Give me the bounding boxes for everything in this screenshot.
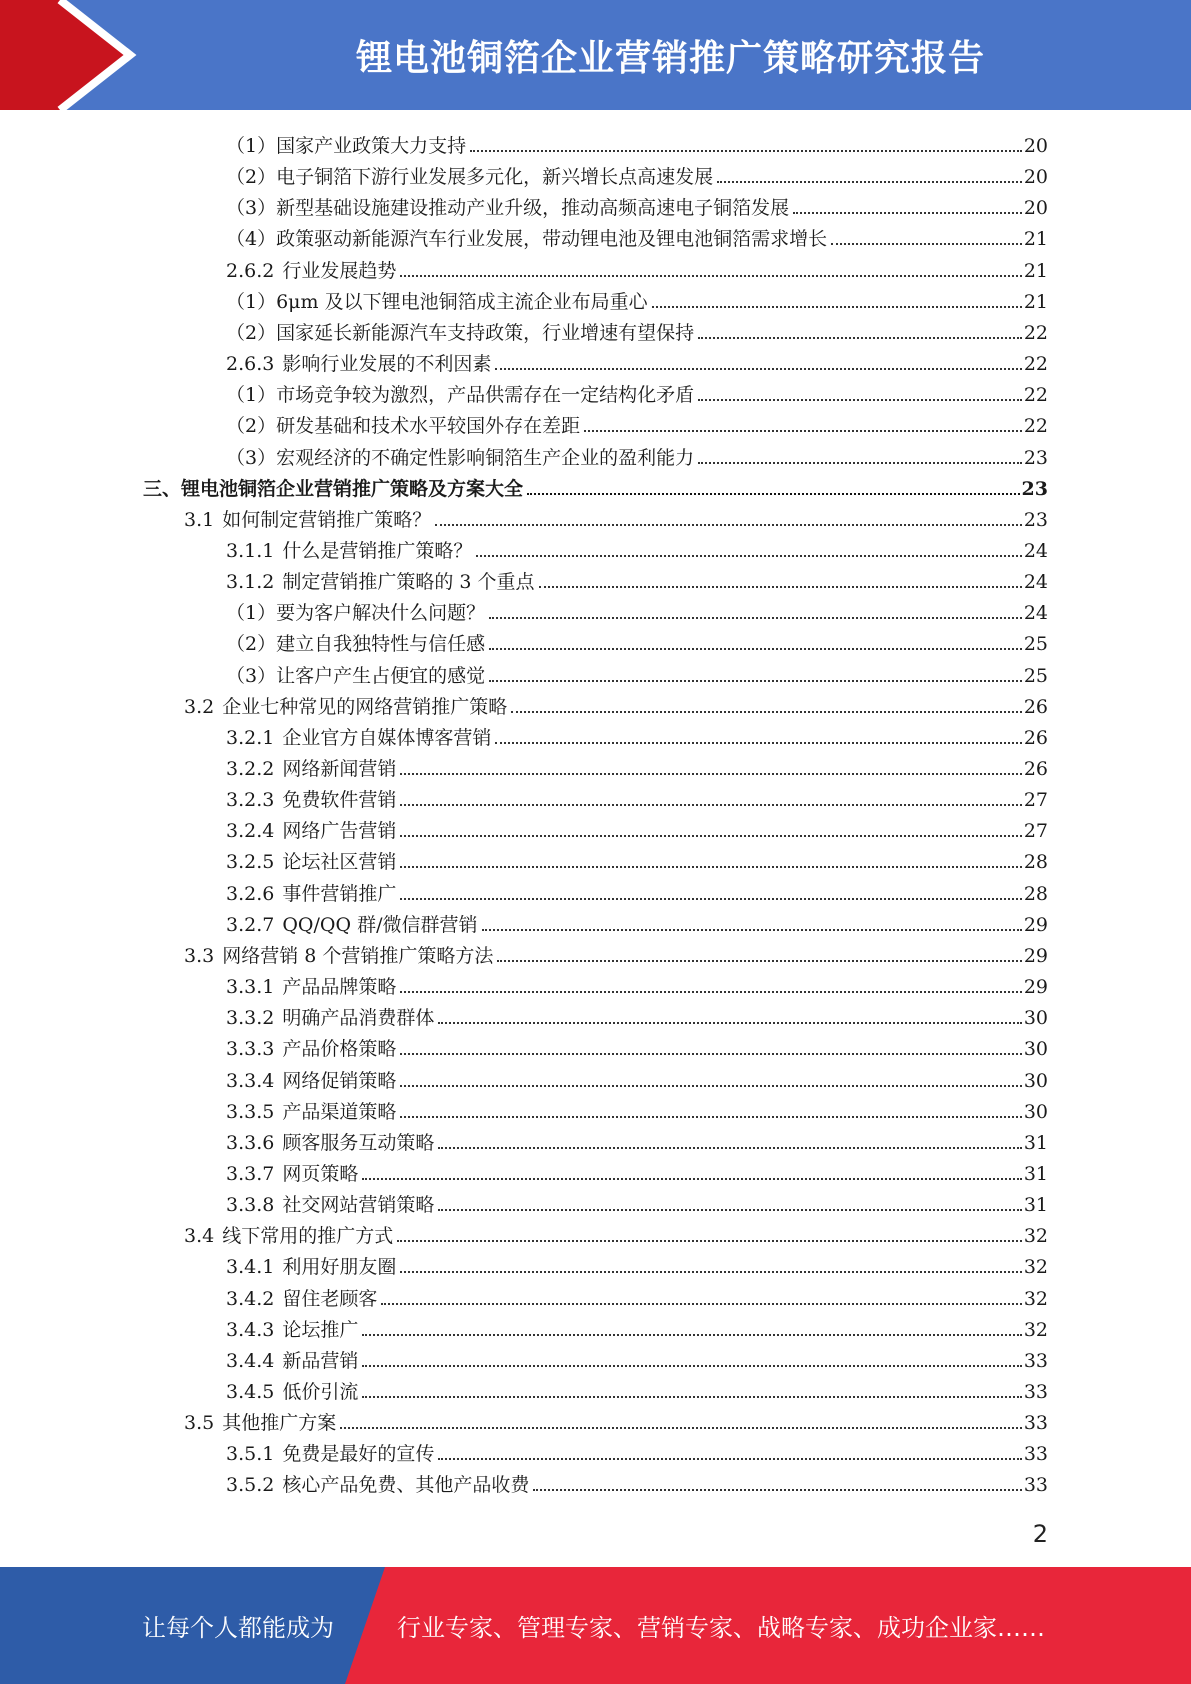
- toc-entry-page: 30: [1023, 1069, 1048, 1092]
- toc-entry[interactable]: [226, 252, 1048, 283]
- toc-entry[interactable]: [226, 1248, 1048, 1279]
- toc-entry-number: 3.4.4: [226, 1349, 275, 1372]
- toc-entry-number: 3.2: [184, 695, 215, 718]
- toc-entry-number: 3.3.1: [226, 976, 275, 999]
- toc-dot-leader: [400, 835, 1021, 837]
- toc-entry-page: 29: [1023, 913, 1048, 936]
- toc-entry-page: 22: [1023, 321, 1048, 344]
- toc-entry[interactable]: [226, 532, 1048, 563]
- toc-dot-leader: [497, 960, 1021, 962]
- toc-entry-page: 21: [1023, 259, 1048, 282]
- toc-entry-page: 26: [1023, 695, 1048, 718]
- toc-entry-page: 30: [1023, 1100, 1048, 1123]
- toc-entry-number: 2.6.2: [226, 259, 275, 282]
- toc-entry[interactable]: [226, 1311, 1048, 1342]
- toc-dot-leader: [400, 275, 1021, 277]
- toc-entry-title: （2）建立自我独特性与信任感: [226, 633, 486, 656]
- toc-entry-page: 23: [1021, 477, 1048, 500]
- toc-entry[interactable]: [226, 189, 1048, 220]
- toc-entry-title: 产品品牌策略: [282, 976, 397, 999]
- toc-entry-page: 24: [1023, 539, 1048, 562]
- toc-entry[interactable]: [226, 1124, 1048, 1155]
- toc-entry-number: 3.2.7: [226, 913, 275, 936]
- toc-entry-title: 事件营销推广: [282, 882, 397, 905]
- toc-entry-number: 3.4.3: [226, 1318, 275, 1341]
- toc-entry[interactable]: [226, 220, 1048, 251]
- toc-dot-leader: [717, 181, 1022, 183]
- toc-entry-page: 21: [1023, 228, 1048, 251]
- toc-entry[interactable]: [226, 657, 1048, 688]
- toc-entry[interactable]: [226, 1280, 1048, 1311]
- toc-entry-page: 33: [1023, 1349, 1048, 1372]
- toc-entry-page: 20: [1023, 197, 1048, 220]
- toc-entry-number: 3.3.7: [226, 1162, 275, 1185]
- toc-dot-leader: [400, 804, 1021, 806]
- toc-dot-leader: [793, 212, 1022, 214]
- toc-dot-leader: [400, 1116, 1021, 1118]
- toc-entry-page: 22: [1023, 353, 1048, 376]
- toc-dot-leader: [698, 337, 1022, 339]
- toc-dot-leader: [400, 1271, 1021, 1273]
- toc-entry[interactable]: [226, 1342, 1048, 1373]
- toc-entry[interactable]: [226, 1373, 1048, 1404]
- toc-dot-leader: [476, 555, 1021, 557]
- toc-entry[interactable]: [184, 688, 1048, 719]
- toc-entry-title: 论坛社区营销: [282, 851, 397, 874]
- toc-entry-title: 网络新闻营销: [282, 758, 397, 780]
- toc-dot-leader: [400, 1053, 1021, 1055]
- toc-entry-page: 30: [1023, 1038, 1048, 1061]
- toc-entry-page: 33: [1023, 1412, 1048, 1435]
- toc-entry-page: 33: [1023, 1443, 1048, 1466]
- toc-entry-number: 3.4.2: [226, 1287, 275, 1310]
- toc-entry-page: 27: [1023, 820, 1048, 843]
- toc-dot-leader: [495, 742, 1021, 744]
- page-number: 2: [1032, 1520, 1048, 1548]
- toc-dot-leader: [652, 306, 1022, 308]
- toc-entry-title: 网络营销 8 个营销推广策略方法: [222, 944, 494, 967]
- toc-entry-page: 28: [1023, 851, 1048, 874]
- toc-dot-leader: [400, 866, 1021, 868]
- toc-dot-leader: [584, 430, 1022, 432]
- toc-entry-number: 3.3.8: [226, 1194, 275, 1217]
- toc-entry-page: 23: [1023, 508, 1048, 531]
- toc-entry[interactable]: [226, 1435, 1048, 1466]
- toc-entry[interactable]: [226, 158, 1048, 189]
- toc-dot-leader: [397, 1240, 1022, 1242]
- toc-entry-number: 3.3.5: [226, 1100, 275, 1123]
- toc-entry-title: 企业七种常见的网络营销推广策略: [222, 695, 508, 718]
- toc-entry[interactable]: [226, 719, 1048, 750]
- toc-entry-number: 3.5: [184, 1412, 215, 1435]
- toc-entry-page: 24: [1023, 571, 1048, 594]
- toc-entry-page: 25: [1023, 633, 1048, 656]
- toc-entry-number: 3.2.5: [226, 851, 275, 874]
- toc-entry-title: （4）政策驱动新能源汽车行业发展，带动锂电池及锂电池铜箔需求增长: [226, 228, 828, 251]
- toc-entry[interactable]: [226, 1093, 1048, 1124]
- toc-entry-title: 免费软件营销: [282, 789, 397, 812]
- toc-entry-title: 影响行业发展的不利因素: [282, 353, 492, 376]
- toc-entry-page: 31: [1023, 1131, 1048, 1154]
- toc-entry-page: 32: [1023, 1287, 1048, 1310]
- toc-dot-leader: [438, 1209, 1021, 1211]
- toc-entry-title: 什么是营销推广策略？: [282, 539, 473, 562]
- toc-entry-number: 3.3.6: [226, 1131, 275, 1154]
- footer-slogan-left: 让每个人都能成为: [142, 1614, 334, 1642]
- toc-entry-number: 3.3: [184, 944, 215, 967]
- toc-entry-title: （3）新型基础设施建设推动产业升级，推动高频高速电子铜箔发展: [226, 197, 790, 220]
- footer-slogan-right: 行业专家、管理专家、营销专家、战略专家、成功企业家……: [397, 1614, 1045, 1642]
- toc-entry-number: 3.2.3: [226, 789, 275, 812]
- toc-entry-page: 25: [1023, 664, 1048, 687]
- toc-dot-leader: [438, 1022, 1021, 1024]
- toc-entry-page: 23: [1023, 446, 1048, 469]
- toc-entry-page: 28: [1023, 882, 1048, 905]
- toc-entry-title: 明确产品消费群体: [282, 1007, 435, 1030]
- toc-entry[interactable]: [226, 1030, 1048, 1061]
- toc-entry-number: 3.4.1: [226, 1256, 275, 1279]
- toc-entry-number: 3.3.2: [226, 1007, 275, 1030]
- toc-dot-leader: [438, 1458, 1021, 1460]
- toc-dot-leader: [470, 150, 1022, 152]
- toc-dot-leader: [698, 462, 1022, 464]
- toc-entry-number: 3.5.2: [226, 1474, 275, 1497]
- toc-entry-number: 3.4.5: [226, 1381, 275, 1403]
- toc-entry-page: 26: [1023, 758, 1048, 780]
- toc-entry[interactable]: [226, 1155, 1048, 1186]
- toc-dot-leader: [400, 773, 1021, 775]
- toc-entry-number: 3.1.1: [226, 539, 275, 562]
- toc-dot-leader: [400, 991, 1021, 993]
- toc-entry[interactable]: [226, 875, 1048, 906]
- toc-entry[interactable]: [226, 407, 1048, 438]
- toc-entry-page: 20: [1023, 166, 1048, 189]
- toc-entry-title: 新品营销: [282, 1349, 359, 1372]
- toc-entry[interactable]: [226, 376, 1048, 407]
- toc-entry-page: 33: [1023, 1381, 1048, 1403]
- toc-entry-number: 3.1.2: [226, 571, 275, 594]
- toc-entry[interactable]: [226, 906, 1048, 937]
- toc-entry[interactable]: [226, 999, 1048, 1030]
- toc-entry[interactable]: [226, 1186, 1048, 1217]
- toc-entry[interactable]: [226, 439, 1048, 470]
- toc-entry-number: 2.6.3: [226, 353, 275, 376]
- header-arrow-decoration: [0, 0, 160, 110]
- toc-dot-leader: [495, 368, 1021, 370]
- toc-entry-title: （3）宏观经济的不确定性影响铜箔生产企业的盈利能力: [226, 446, 695, 469]
- toc-entry[interactable]: [226, 345, 1048, 376]
- toc-entry-page: 27: [1023, 789, 1048, 812]
- toc-entry-title: 核心产品免费、其他产品收费: [282, 1474, 530, 1497]
- toc-entry-title: （2）研发基础和技术水平较国外存在差距: [226, 415, 581, 438]
- toc-entry-page: 32: [1023, 1318, 1048, 1341]
- toc-entry-number: 3.3.3: [226, 1038, 275, 1061]
- toc-entry-page: 26: [1023, 726, 1048, 749]
- toc-entry-title: （1）要为客户解决什么问题？: [226, 602, 486, 625]
- page-header-title: 锂电池铜箔企业营销推广策略研究报告: [355, 37, 985, 79]
- toc-entry-title: （1）6μm 及以下锂电池铜箔成主流企业布局重心: [226, 290, 648, 313]
- toc-dot-leader: [400, 898, 1021, 900]
- toc-dot-leader: [362, 1396, 1021, 1398]
- toc-entry-page: 22: [1023, 415, 1048, 438]
- toc-entry-page: 31: [1023, 1194, 1048, 1217]
- toc-entry-title: （2）电子铜箔下游行业发展多元化，新兴增长点高速发展: [226, 166, 714, 189]
- toc-dot-leader: [435, 524, 1022, 526]
- toc-entry-title: 利用好朋友圈: [282, 1256, 397, 1279]
- toc-entry[interactable]: [226, 1062, 1048, 1093]
- toc-entry[interactable]: [226, 594, 1048, 625]
- toc-entry-page: 20: [1023, 135, 1048, 157]
- toc-entry-number: 3.1: [184, 508, 215, 531]
- toc-entry-number: 3.3.4: [226, 1069, 275, 1092]
- toc-entry-page: 21: [1023, 290, 1048, 313]
- toc-entry-page: 32: [1023, 1256, 1048, 1279]
- toc-dot-leader: [698, 399, 1022, 401]
- toc-dot-leader: [438, 1147, 1021, 1149]
- toc-entry[interactable]: [226, 563, 1048, 594]
- toc-dot-leader: [340, 1427, 1022, 1429]
- toc-entry-page: 32: [1023, 1225, 1048, 1248]
- toc-entry-page: 33: [1023, 1474, 1048, 1497]
- toc-dot-leader: [400, 1085, 1021, 1087]
- toc-entry-title: 线下常用的推广方式: [222, 1225, 394, 1248]
- toc-dot-leader: [489, 617, 1022, 619]
- toc-entry-title: 如何制定营销推广策略？: [222, 508, 432, 531]
- toc-dot-leader: [527, 493, 1020, 495]
- toc-entry[interactable]: [184, 937, 1048, 968]
- toc-entry-page: 22: [1023, 384, 1048, 407]
- toc-dot-leader: [381, 1303, 1021, 1305]
- toc-entry-title: 免费是最好的宣传: [282, 1443, 435, 1466]
- toc-entry[interactable]: [143, 470, 1048, 501]
- toc-entry-title: 其他推广方案: [222, 1412, 337, 1435]
- toc-entry[interactable]: [226, 314, 1048, 345]
- toc-entry[interactable]: [184, 1404, 1048, 1435]
- toc-entry[interactable]: [184, 501, 1048, 532]
- toc-entry-title: （3）让客户产生占便宜的感觉: [226, 664, 486, 687]
- toc-entry-page: 30: [1023, 1007, 1048, 1030]
- toc-dot-leader: [362, 1178, 1021, 1180]
- toc-entry[interactable]: [226, 127, 1048, 158]
- toc-entry[interactable]: [226, 1466, 1048, 1497]
- toc-entry[interactable]: [226, 812, 1048, 843]
- toc-entry-title: 三、锂电池铜箔企业营销推广策略及方案大全: [143, 477, 524, 500]
- toc-entry-number: 3.2.1: [226, 726, 275, 749]
- toc-entry-title: （1）国家产业政策大力支持: [226, 135, 467, 157]
- toc-entry-title: 留住老顾客: [282, 1287, 378, 1310]
- toc-entry-title: 网络促销策略: [282, 1069, 397, 1092]
- toc-dot-leader: [831, 243, 1022, 245]
- toc-dot-leader: [362, 1334, 1021, 1336]
- toc-entry-title: （1）市场竞争较为激烈，产品供需存在一定结构化矛盾: [226, 384, 695, 407]
- toc-dot-leader: [489, 648, 1022, 650]
- toc-entry-number: 3.2.6: [226, 882, 275, 905]
- toc-dot-leader: [533, 1489, 1021, 1491]
- toc-dot-leader: [482, 929, 1022, 931]
- toc-entry[interactable]: [226, 283, 1048, 314]
- toc-entry[interactable]: [226, 781, 1048, 812]
- toc-entry-page: 24: [1023, 602, 1048, 625]
- toc-entry-page: 31: [1023, 1162, 1048, 1185]
- toc-entry-title: 产品价格策略: [282, 1038, 397, 1061]
- toc-entry-title: 行业发展趋势: [282, 259, 397, 282]
- toc-entry-page: 29: [1023, 976, 1048, 999]
- toc-entry[interactable]: [226, 968, 1048, 999]
- toc-entry-number: 3.2.4: [226, 820, 275, 843]
- toc-entry-title: 低价引流: [282, 1381, 359, 1403]
- toc-entry-title: 企业官方自媒体博客营销: [282, 726, 492, 749]
- toc-entry-title: 网络广告营销: [282, 820, 397, 843]
- toc-entry-title: QQ/QQ 群/微信群营销: [282, 913, 478, 936]
- toc-entry-title: 制定营销推广策略的 3 个重点: [282, 571, 535, 594]
- toc-entry-title: 顾客服务互动策略: [282, 1131, 435, 1154]
- toc-entry-title: 论坛推广: [282, 1318, 359, 1341]
- toc-dot-leader: [489, 680, 1022, 682]
- toc-entry-title: 社交网站营销策略: [282, 1194, 435, 1217]
- toc-dot-leader: [362, 1365, 1021, 1367]
- toc-entry-title: （2）国家延长新能源汽车支持政策，行业增速有望保持: [226, 321, 695, 344]
- toc-entry[interactable]: [184, 1217, 1048, 1248]
- toc-entry-number: 3.2.2: [226, 758, 275, 780]
- toc-entry-page: 29: [1023, 944, 1048, 967]
- toc-entry[interactable]: [226, 625, 1048, 656]
- toc-dot-leader: [539, 586, 1022, 588]
- toc-entry-title: 产品渠道策略: [282, 1100, 397, 1123]
- toc-entry-number: 3.4: [184, 1225, 215, 1248]
- toc-entry-number: 3.5.1: [226, 1443, 275, 1466]
- toc-dot-leader: [511, 711, 1022, 713]
- toc-entry-title: 网页策略: [282, 1162, 359, 1185]
- toc-entry[interactable]: [226, 843, 1048, 874]
- toc-entry[interactable]: [226, 750, 1048, 781]
